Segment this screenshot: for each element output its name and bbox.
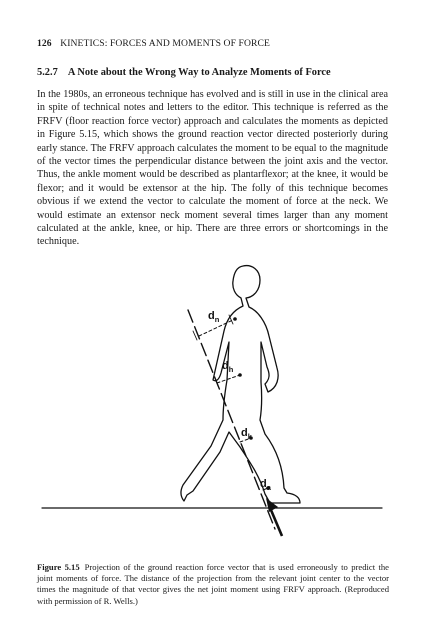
label-dh: $d_h$ — [222, 360, 234, 374]
section-heading — [37, 67, 397, 78]
label-dk: $d_k$ — [241, 427, 252, 441]
ground-reaction-force-arrow — [266, 498, 282, 536]
gait-figure-illustration — [30, 262, 390, 554]
running-title: KINETICS: FORCES AND MOMENTS OF FORCE — [60, 38, 270, 49]
section-number: 5.2.7 — [37, 67, 58, 78]
figure-caption — [37, 562, 389, 607]
page-number: 126 — [37, 38, 52, 49]
walker-silhouette — [181, 266, 300, 503]
neck-joint-dot — [233, 317, 237, 321]
force-vector-projection-line — [188, 310, 275, 529]
caption-text: Projection of the ground reaction force vector that is used erroneously to predict the joint moments of force. The distance of the projection from the relevant joint center to the vector times the magnitude of that vector gives the net joint moment using FRFV approach. (Reproduced with permission of R. Wells.) — [37, 562, 389, 606]
hip-joint-dot — [238, 373, 242, 377]
label-dn: $d_n$ — [208, 310, 220, 324]
caption-label: Figure 5.15 — [37, 562, 80, 572]
section-title: A Note about the Wrong Way to Analyze Moments of Force — [67, 67, 331, 78]
label-da: $d_a$ — [260, 478, 271, 492]
body-paragraph: In the 1980s, an erroneous technique has evolved and is still in use in the clinical area in spite of technical notes and letters to the editor. This technique is referred as the FRFV (floor reaction force vector) approach and calculates the moments as depicted in Figure 5.15, which shows the ground reaction vector directed posteriorly during early stance. The FRFV approach calculates the moment to be equal to the magnitude of the vector times the perpendicular distance between the joint axis and the vector. Thus, the ankle moment would be described as plantarflexor; at the knee, it would be flexor; and it would be extensor at the hip. The folly of this technique becomes obvious if we extend the vector to calculate the moment of force at the neck. We would estimate an extensor neck moment several times larger than any moment calculated at the ankle, knee, or hip. There are three errors or shortcomings in the technique. — [37, 89, 388, 248]
figure-5-15 — [30, 262, 390, 554]
running-header — [37, 38, 270, 49]
